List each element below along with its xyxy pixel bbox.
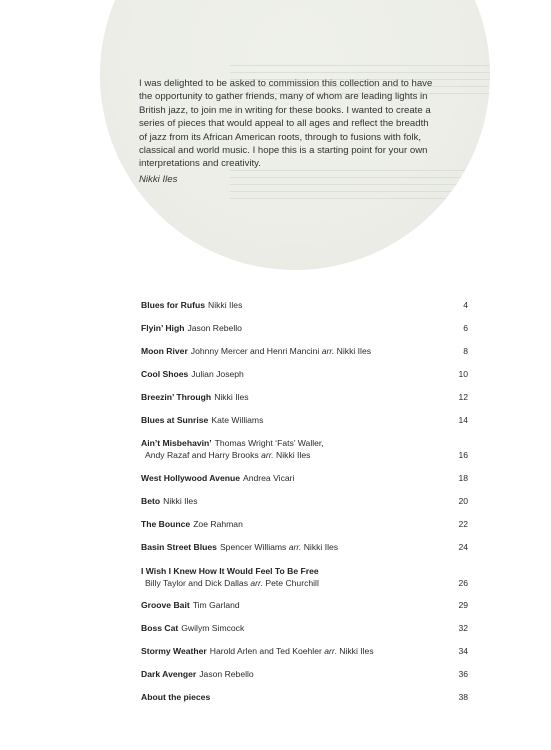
intro-signature: Nikki Iles <box>139 173 178 185</box>
toc-entry-composer: Julian Joseph <box>191 369 244 379</box>
toc-entry-line <box>141 449 468 461</box>
toc-entry-line <box>141 414 468 426</box>
toc-entry-page: 26 <box>458 578 468 588</box>
toc-entry-composer: Tim Garland <box>192 600 240 610</box>
toc-entry <box>141 541 468 553</box>
toc-entry-composer: Jason Rebello <box>187 323 242 333</box>
toc-entry-arranger: Nikki Iles <box>303 542 339 552</box>
toc-entry-title: I Wish I Knew How It Would Feel To Be Free <box>141 566 319 576</box>
toc-entry-arranger: Pete Churchill <box>265 578 319 588</box>
toc-entry-title: Groove Bait <box>141 600 190 610</box>
toc-entry-line <box>141 541 468 553</box>
toc-entry <box>141 368 468 380</box>
toc-entry-page: 10 <box>458 369 468 379</box>
toc-entry-arr-label: arr. <box>250 578 263 588</box>
toc-entry-page: 16 <box>458 450 468 460</box>
toc-entry-page: 38 <box>458 692 468 702</box>
toc-entry <box>141 495 468 507</box>
toc-entry <box>141 414 468 426</box>
toc-entry-line <box>141 668 468 680</box>
toc-entry <box>141 437 468 461</box>
toc-entry-composer: Billy Taylor and Dick Dallas <box>145 578 249 588</box>
toc-entry-arr-label: arr. <box>321 346 335 356</box>
toc-entry-line <box>141 495 468 507</box>
toc-entry <box>141 299 468 311</box>
toc-entry-title: Stormy Weather <box>141 646 207 656</box>
toc-entry-page: 24 <box>458 542 468 552</box>
toc-entry-page: 18 <box>458 473 468 483</box>
toc-entry-title: West Hollywood Avenue <box>141 473 240 483</box>
ghost-staff-line <box>230 198 490 199</box>
toc-entry-title: Blues for Rufus <box>141 300 205 310</box>
toc-entry <box>141 691 468 703</box>
toc-entry-line <box>141 645 468 657</box>
toc-entry <box>141 518 468 530</box>
toc-entry-title: Dark Avenger <box>141 669 197 679</box>
toc-entry-composer: Kate Williams <box>211 415 264 425</box>
toc-entry-page: 22 <box>458 519 468 529</box>
toc-entry-line <box>141 299 468 311</box>
toc-entry-page: 12 <box>458 392 468 402</box>
toc-entry <box>141 565 468 589</box>
toc-entry-line <box>141 622 468 634</box>
toc-entry-page: 29 <box>458 600 468 610</box>
toc-entry-page: 14 <box>458 415 468 425</box>
toc-entry-line <box>141 599 468 611</box>
toc-entry-line <box>141 391 468 403</box>
toc-entry-arr-label: arr. <box>324 646 337 656</box>
toc-entry-line <box>141 577 468 589</box>
toc-entry-page: 20 <box>458 496 468 506</box>
toc-entry-composer: Zoe Rahman <box>193 519 243 529</box>
toc-entry-line <box>141 691 468 703</box>
toc-entry-composer: Nikki Iles <box>214 392 249 402</box>
toc-entry-composer: Nikki Iles <box>207 300 243 310</box>
toc-entry-title: Moon River <box>141 346 188 356</box>
toc-entry-title: Ain’t Misbehavin’ <box>141 438 212 448</box>
toc-entry-arr-label: arr. <box>288 542 302 552</box>
toc-entry-line <box>141 565 468 577</box>
toc-entry-composer: Gwilym Simcock <box>181 623 245 633</box>
toc-entry-title: Blues at Sunrise <box>141 415 209 425</box>
toc-entry-line <box>141 437 468 449</box>
ghost-staff-line <box>230 72 490 73</box>
toc-entry-line <box>141 368 468 380</box>
toc-entry-composer: Thomas Wright ‘Fats’ Waller, <box>214 438 324 448</box>
toc-entry-composer: Harold Arlen and Ted Koehler <box>209 646 322 656</box>
toc-entry-page: 36 <box>458 669 468 679</box>
toc-entry-page: 6 <box>463 323 468 333</box>
toc-entry <box>141 668 468 680</box>
toc-entry-arranger: Nikki Iles <box>339 646 374 656</box>
ghost-staff-line <box>230 65 490 66</box>
toc-entry-title: Beto <box>141 496 161 506</box>
toc-entry-composer: Andrea Vicari <box>243 473 295 483</box>
toc-entry <box>141 391 468 403</box>
toc-entry-page: 4 <box>463 300 468 310</box>
toc-entry-title: Boss Cat <box>141 623 179 633</box>
toc-entry <box>141 599 468 611</box>
toc-entry-line <box>141 322 468 334</box>
toc-entry-page: 34 <box>458 646 468 656</box>
toc-entry <box>141 472 468 484</box>
toc-entry-arr-label: arr. <box>261 450 274 460</box>
intro-paragraph: I was delighted to be asked to commission this collection and to have the opportunity to gather friends, many of whom are leading lights in British jazz, to join me in writing for these books. I wanted to create a series of pieces that would appeal to all ages and reflect the breadth of jazz from its African American roots, through to fusions with folk, classical and world music. I hope this is a starting point for your own interpretations and creativity. <box>139 78 433 170</box>
toc-entry-title: Flyin’ High <box>141 323 185 333</box>
toc-entry-composer: Jason Rebello <box>199 669 254 679</box>
toc-entry-page: 8 <box>463 346 468 356</box>
toc-entry-arranger: Nikki Iles <box>336 346 372 356</box>
toc-entry-title: About the pieces <box>141 692 211 702</box>
toc-entry <box>141 645 468 657</box>
toc-entry-composer: Nikki Iles <box>163 496 198 506</box>
ghost-staff-line <box>230 191 490 192</box>
toc-entry-title: Cool Shoes <box>141 369 189 379</box>
toc-entry-composer: Andy Razaf and Harry Brooks <box>145 450 259 460</box>
toc-entry-title: The Bounce <box>141 519 191 529</box>
toc-entry-title: Breezin’ Through <box>141 392 212 402</box>
toc-entry-composer: Spencer Williams <box>219 542 287 552</box>
toc-entry <box>141 622 468 634</box>
toc-entry-title: Basin Street Blues <box>141 542 217 552</box>
toc-entry <box>141 345 468 357</box>
intro-block <box>139 77 439 186</box>
toc-entry-arranger: Nikki Iles <box>276 450 311 460</box>
toc-entry-composer: Johnny Mercer and Henri Mancini <box>190 346 320 356</box>
toc-entry-line <box>141 518 468 530</box>
toc-entry-page: 32 <box>458 623 468 633</box>
toc-entry <box>141 322 468 334</box>
toc-entry-line <box>141 472 468 484</box>
toc-entry-line <box>141 345 468 357</box>
